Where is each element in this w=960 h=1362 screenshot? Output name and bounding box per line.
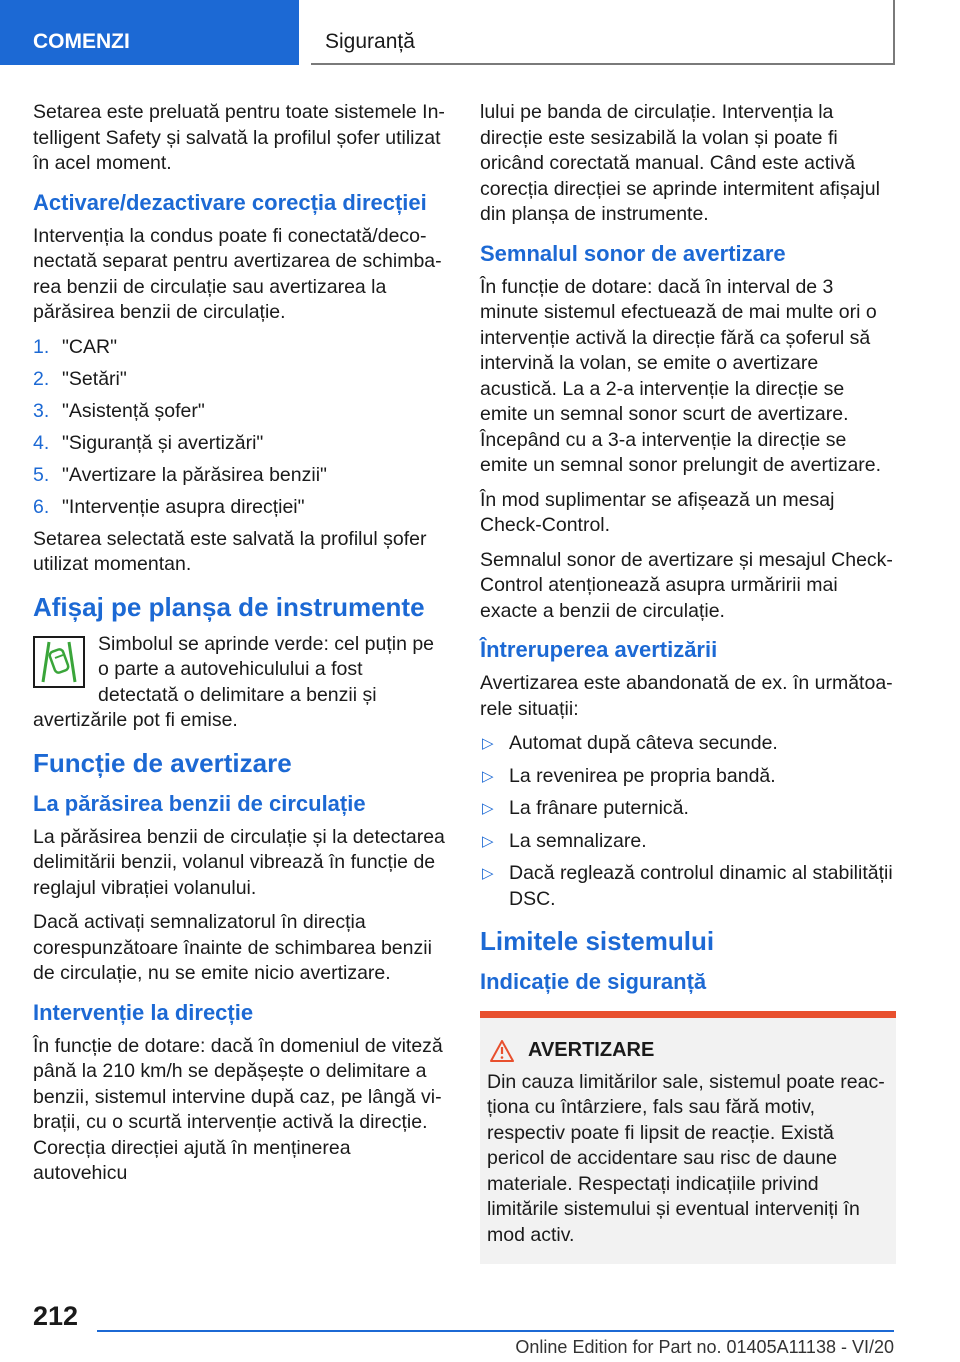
list-item xyxy=(480,796,896,822)
heading-afisaj: Afișaj pe planșa de instrumente xyxy=(33,591,425,622)
list-item xyxy=(33,335,448,361)
paragraph-parasire: La părăsirea benzii de circulație și la detectarea delimitării benzii, volanul vibrează în funcție de reglajul vibrației volanului. xyxy=(33,825,445,899)
step-text: "Setări" xyxy=(62,367,127,390)
list-item xyxy=(480,861,896,912)
warning-title: AVERTIZARE xyxy=(528,1039,655,1061)
bullet-text: Automat după câteva secunde. xyxy=(509,732,778,754)
warning-triangle-icon xyxy=(490,1040,514,1062)
indicator-description xyxy=(33,632,448,734)
step-number: 6. xyxy=(33,495,50,518)
list-item xyxy=(480,731,896,757)
heading-interventie: Intervenție la direcție xyxy=(33,999,254,1025)
steps-list xyxy=(33,335,448,521)
triangle-bullet-icon: ▷ xyxy=(482,767,494,785)
list-item xyxy=(33,431,448,457)
step-number: 1. xyxy=(33,335,50,358)
paragraph-afisaj: Simbolul se aprinde verde: cel puțin pe o parte a autovehiculului a fost detectată o delimitare a benzii și avertizările pot fi emise. xyxy=(33,632,435,731)
chapter-title-text: Siguranță xyxy=(325,30,415,53)
paragraph-semnal-1: În funcție de dotare: dacă în interval de 3 minute sistemul efectuează de mai multe ori o intervenție activă la direcție fără ca șoferul să intervină la volan, se emite o avertizare acustică. La a 2-a intervenție la direcție se emite un semnal sonor scurt de avertizare. Începând cu a 3-a intervenție la direcție se emite un semnal sonor prelungit de avertizare. xyxy=(480,275,882,476)
triangle-bullet-icon: ▷ xyxy=(482,735,494,752)
chapter-title xyxy=(311,0,895,65)
list-item xyxy=(480,829,896,855)
warning-text: Din cauza limitărilor sale, sistemul poate reacționa cu întârziere, fals sau fără motiv, respectiv poate fi lipsit de reacție. Există pericol de accidentare sau risc de daune materiale. Respectați indicațiile privind limitările sistemului și eventual interveniți în mod activ. xyxy=(487,1070,885,1246)
paragraph-intrerupere: Avertizarea este abandonată de ex. în următoarele situații: xyxy=(480,672,893,720)
list-item xyxy=(480,764,896,790)
step-text: "Avertizare la părăsirea benzii" xyxy=(62,463,327,486)
right-column xyxy=(480,100,896,1264)
bullet-text: La revenirea pe propria bandă. xyxy=(509,764,776,787)
page-number: 212 xyxy=(33,1301,79,1331)
heading-functie: Funcție de avertizare xyxy=(33,747,292,778)
paragraph-semnal-2: În mod suplimentar se afișează un mesaj Check-Control. xyxy=(480,488,835,536)
step-number: 4. xyxy=(33,431,50,454)
step-number: 5. xyxy=(33,463,50,486)
section-label: COMENZI xyxy=(33,30,130,53)
warning-header xyxy=(487,1038,889,1064)
paragraph-saved: Setarea selectată este salvată la profilul șofer utilizat momentan. xyxy=(33,527,427,575)
heading-activare: Activare/dezactivare corecția direcției xyxy=(33,189,427,215)
heading-intrerupere: Întreruperea avertizării xyxy=(480,637,718,662)
situations-list xyxy=(480,731,896,912)
paragraph-activare: Intervenția la condus poate fi conectată/deconectată separat pentru avertizarea de schimbarea benzii de circulație sau avertizarea la părăsirea benzii de circulație. xyxy=(33,224,442,323)
heading-indicatie: Indicație de siguranță xyxy=(480,969,707,994)
heading-parasire: La părăsirea benzii de circulație xyxy=(33,790,366,816)
step-text: "Siguranță și avertizări" xyxy=(62,431,264,454)
heading-semnal: Semnalul sonor de avertizare xyxy=(480,240,786,266)
list-item xyxy=(33,367,448,393)
bullet-text: Dacă reglează controlul dinamic al stabilității DSC. xyxy=(509,862,893,910)
section-tab xyxy=(0,0,299,65)
lane-departure-icon xyxy=(33,636,85,688)
step-text: "CAR" xyxy=(62,335,118,358)
paragraph-continued: lului pe banda de circulație. Intervenția la direcție este sesizabilă la volan și poate fi oricând corectată manual. Când este activă corecția direcției se aprinde intermitent afișajul din planșa de instrumente. xyxy=(480,101,880,225)
step-text: "Intervenție asupra direcției" xyxy=(62,495,305,518)
step-text: "Asistență șofer" xyxy=(62,399,205,422)
step-number: 2. xyxy=(33,367,50,390)
footer-edition: Online Edition for Part no. 01405A11138 - VI/20 xyxy=(509,1337,894,1358)
left-column xyxy=(33,100,448,1196)
warning-box xyxy=(480,1011,896,1264)
list-item xyxy=(33,495,448,521)
list-item xyxy=(33,399,448,425)
paragraph-semnal-3: Semnalul sonor de avertizare și mesajul Check-Control atenționează asupra urmăririi mai exacte a benzii de circulație. xyxy=(480,548,893,622)
paragraph-semnalizator: Dacă activați semnalizatorul în direcția corespunzătoare înainte de schimbarea benzii de circulație, nu se emite nicio avertizare. xyxy=(33,911,432,984)
triangle-bullet-icon: ▷ xyxy=(482,865,494,882)
triangle-bullet-icon: ▷ xyxy=(482,832,494,850)
footer-divider xyxy=(97,1330,894,1332)
bullet-text: La frânare puternică. xyxy=(509,797,689,819)
heading-limitele: Limitele sistemului xyxy=(480,926,715,956)
step-number: 3. xyxy=(33,399,50,422)
paragraph-interventie: În funcție de dotare: dacă în domeniul de viteză până la 210 km/h se depășește o delimitare a benzii, sistemul intervine după caz, pe lângă vibrații, cu o scurtă intervenție activă la direcție. Corecția direcției ajută în menținerea autovehicu xyxy=(33,1034,443,1184)
triangle-bullet-icon: ▷ xyxy=(482,800,494,817)
bullet-text: La semnalizare. xyxy=(509,829,647,852)
list-item xyxy=(33,463,448,489)
intro-paragraph: Setarea este preluată pentru toate sistemele Intelligent Safety și salvată la profilul șofer utilizat în acel moment. xyxy=(33,101,445,174)
